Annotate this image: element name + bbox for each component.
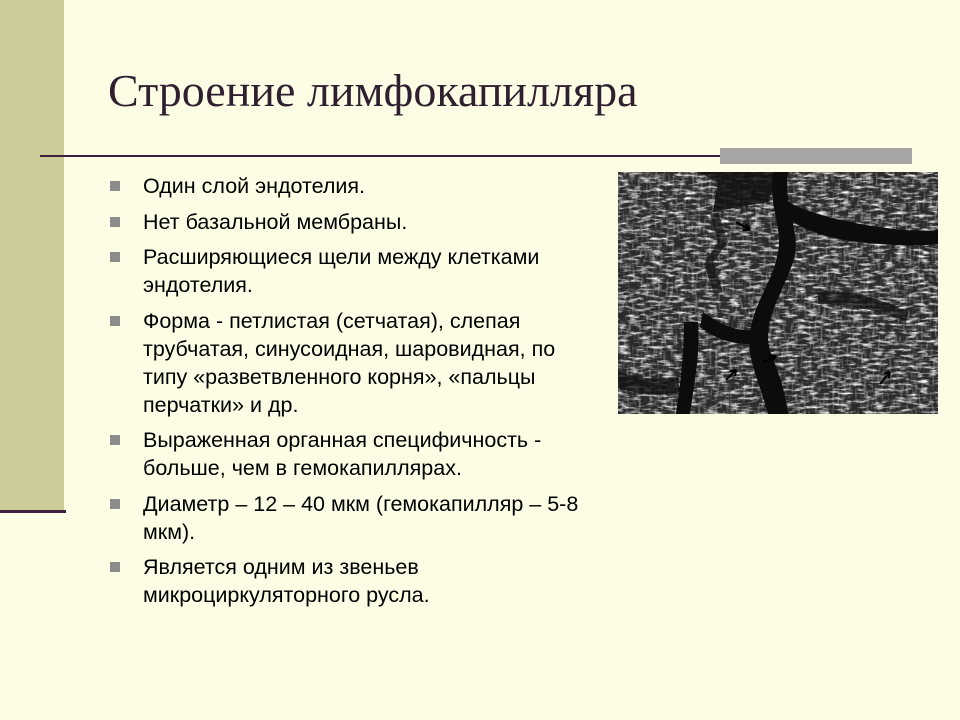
bullet-item (106, 553, 596, 609)
bullet-text: Один слой эндотелия. (143, 174, 366, 198)
bullet-text: Диаметр – 12 – 40 мкм (гемокапилляр – 5-8 мкм). (143, 491, 579, 544)
bullet-square-icon (110, 217, 120, 227)
left-decor-line (0, 510, 66, 513)
bullet-item (106, 172, 596, 200)
bullet-square-icon (110, 499, 120, 509)
bullet-text: Расширяющиеся щели между клетками эндотелия. (143, 245, 540, 297)
bullet-item (106, 307, 596, 419)
micrograph-illustration (618, 172, 938, 414)
micrograph-image (618, 172, 938, 414)
bullet-square-icon (110, 435, 120, 445)
bullet-square-icon (110, 316, 120, 326)
accent-bar (720, 148, 912, 164)
bullet-text: Форма - петлистая (сетчатая), слепая трубчатая, синусоидная, шаровидная, по типу «разветвленного корня», «пальцы перчатки» и др. (143, 308, 556, 417)
bullet-item (106, 208, 596, 236)
slide-title: Строение лимфокапилляра (108, 65, 638, 116)
bullet-item (106, 426, 596, 482)
bullet-item (106, 490, 596, 546)
left-decor-bar (0, 0, 64, 512)
bullet-text: Является одним из звеньев микроциркуляторного русла. (143, 555, 430, 607)
bullet-square-icon (110, 252, 120, 262)
bullet-square-icon (110, 562, 120, 572)
bullet-list (106, 172, 596, 617)
bullet-item (106, 243, 596, 299)
bullet-square-icon (110, 181, 120, 191)
bullet-text: Выраженная органная специфичность - больше, чем в гемокапиллярах. (143, 428, 542, 480)
bullet-text: Нет базальной мембраны. (143, 209, 408, 234)
